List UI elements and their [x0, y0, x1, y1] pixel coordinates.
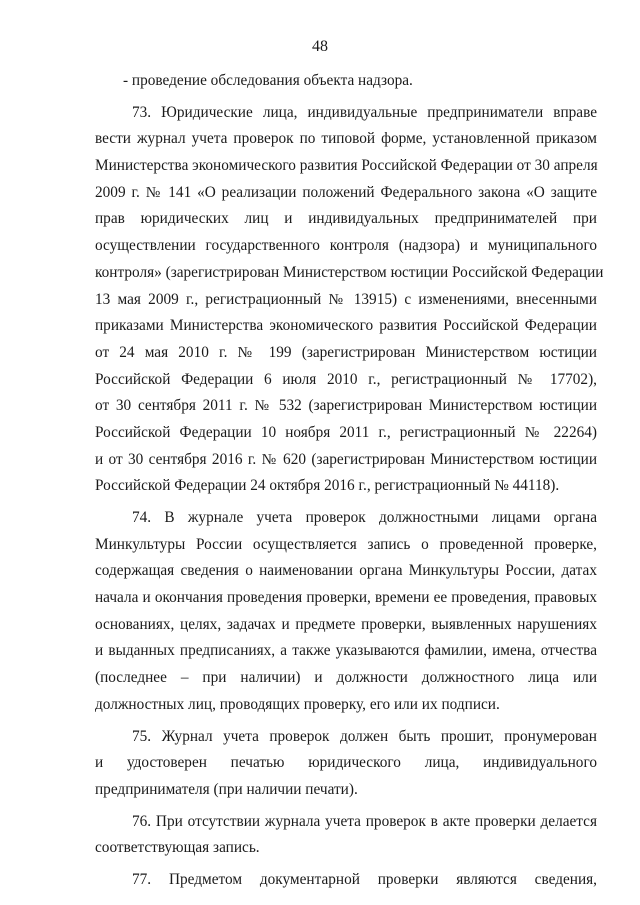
text-line: Российской Федерации 6 июля 2010 г., регистрационный № 17702), — [95, 370, 597, 388]
paragraph-75 — [95, 724, 597, 804]
text-line: Министерства экономического развития Российской Федерации от 30 апреля — [95, 157, 598, 175]
text-line: (последнее – при наличии) и должности должностного лица или — [95, 669, 597, 687]
text-line: приказами Министерства экономического развития Российской Федерации — [95, 317, 597, 335]
text-line: предпринимателя (при наличии печати). — [95, 780, 358, 798]
text-line: от 24 мая 2010 г. № 199 (зарегистрирован Министерством юстиции — [95, 343, 597, 361]
paragraph-73 — [95, 100, 604, 500]
text-line: соответствующая запись. — [95, 839, 260, 857]
text-line: содержащая сведения о наименовании органа Минкультуры России, датах — [95, 562, 597, 580]
document-body — [95, 68, 604, 894]
text-line: Минкультуры России осуществляется запись о проведенной проверке, — [95, 535, 597, 553]
page-number: 48 — [312, 38, 328, 55]
text-line: прав юридических лиц и индивидуальных предпринимателей при — [95, 210, 597, 228]
text-line: 73. Юридические лица, индивидуальные предприниматели вправе — [132, 103, 597, 121]
text-line: начала и окончания проведения проверки, времени ее проведения, правовых — [95, 589, 597, 607]
text-line: - проведение обследования объекта надзора. — [123, 72, 413, 89]
text-line: должностных лиц, проводящих проверку, его или их подписи. — [95, 695, 500, 713]
paragraph — [95, 68, 597, 95]
text-line: 74. В журнале учета проверок должностными лицами органа — [132, 509, 597, 526]
text-line: 75. Журнал учета проверок должен быть прошит, пронумерован — [132, 727, 597, 745]
paragraph-76 — [95, 809, 597, 862]
text-line: 2009 г. № 141 «О реализации положений Федерального закона «О защите — [95, 183, 597, 201]
text-line: Российской Федерации 10 ноября 2011 г., регистрационный № 22264) — [95, 423, 597, 441]
text-line: и от 30 сентября 2016 г. № 620 (зарегистрирован Министерством юстиции — [95, 450, 597, 468]
text-line: 77. Предметом документарной проверки являются сведения, — [132, 870, 597, 888]
paragraph-74 — [95, 505, 597, 719]
text-line: контроля» (зарегистрирован Министерством юстиции Российской Федерации — [95, 263, 604, 281]
text-line: и выданных предписаниях, а также указываются фамилии, имена, отчества — [95, 642, 597, 660]
text-line: 13 мая 2009 г., регистрационный № 13915) с изменениями, внесенными — [95, 290, 597, 308]
paragraph-77 — [95, 867, 597, 894]
text-line: и удостоверен печатью юридического лица, индивидуального — [95, 754, 597, 772]
text-line: от 30 сентября 2011 г. № 532 (зарегистрирован Министерством юстиции — [95, 397, 597, 415]
text-line: вести журнал учета проверок по типовой форме, установленной приказом — [95, 130, 597, 148]
text-line: основаниях, целях, задачах и предмете проверки, выявленных нарушениях — [95, 615, 597, 633]
text-line: осуществлении государственного контроля (надзора) и муниципального — [95, 237, 597, 255]
text-line: Российской Федерации 24 октября 2016 г., регистрационный № 44118). — [95, 477, 560, 495]
text-line: 76. При отсутствии журнала учета проверок в акте проверки делается — [132, 812, 597, 830]
